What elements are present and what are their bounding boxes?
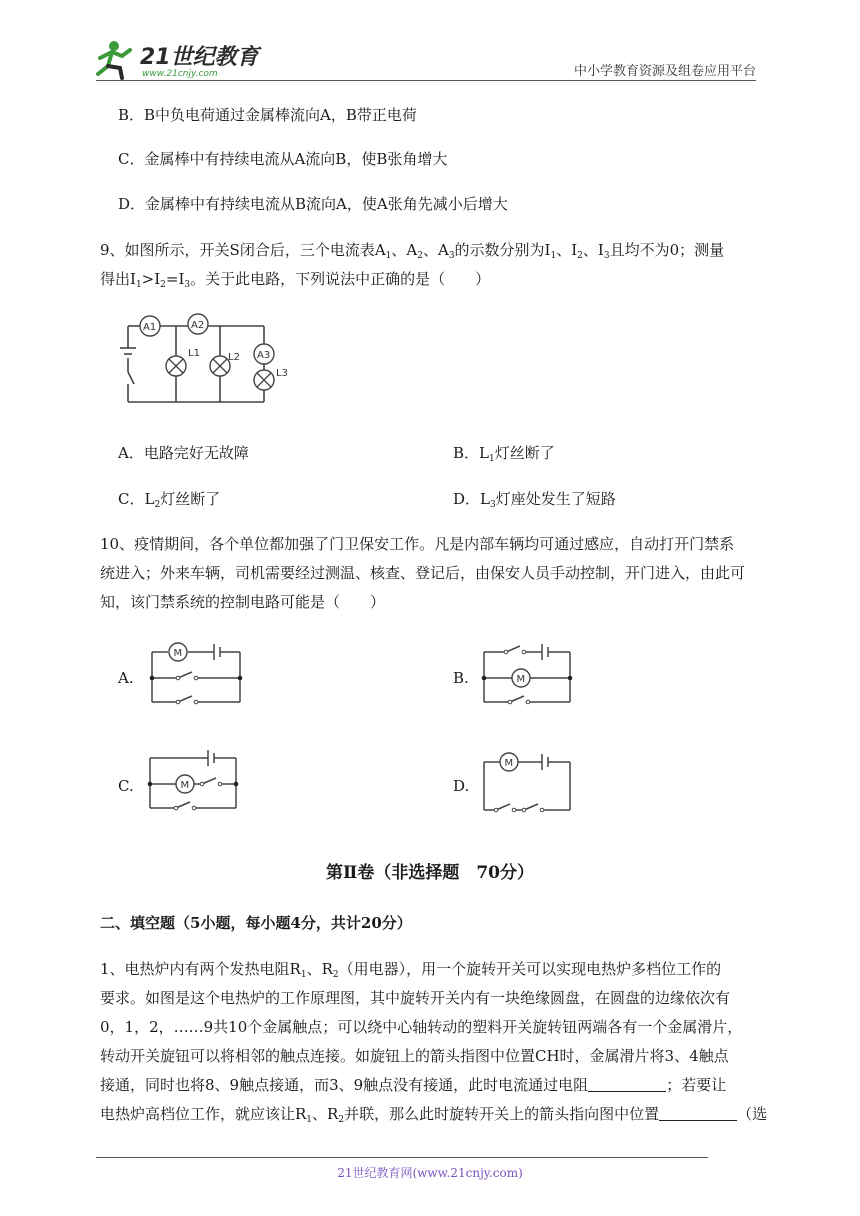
svg-text:M: M: [504, 758, 514, 769]
q10-circuit-c: [146, 746, 242, 816]
q8-option-d: D．金属棒中有持续电流从B流向A，使A张角先减小后增大: [118, 195, 508, 213]
logo-url: www.21cnjy.com: [142, 69, 218, 79]
platform-name: 中小学教育资源及组卷应用平台: [573, 64, 756, 79]
fill-q1-line1: 1、电热炉内有两个发热电阻$R_1$、$R_2$（用电器），用一个旋转开关可以实现电热炉多档位工作的: [100, 960, 722, 980]
fill-q1-line5: 接通，同时也将8、9触点接通，而3、9触点没有接通，此时电流通过电阻 ；若要让: [100, 1076, 727, 1094]
fill-q1-line2: 要求。如图是这个电热炉的工作原理图，其中旋转开关内有一块绝缘圆盘，在圆盘的边缘依次有: [100, 989, 731, 1007]
q9-option-a: A．电路完好无故障: [118, 444, 249, 462]
q10-circuit-b: [480, 640, 576, 710]
q9-option-c: C．$L_2$灯丝断了: [118, 490, 221, 510]
label-a3: A3: [257, 350, 271, 361]
q10-label-c: C.: [118, 777, 134, 795]
q10-label-d: D.: [453, 777, 470, 795]
label-a2: A2: [191, 320, 205, 331]
label-a1: A1: [143, 322, 157, 333]
footer-divider: [96, 1157, 708, 1158]
q10-stem-line3: 知，该门禁系统的控制电路可能是（ ）: [100, 593, 386, 611]
answer-blank-2[interactable]: [659, 1106, 737, 1121]
svg-text:M: M: [173, 648, 183, 659]
header-divider: [96, 80, 756, 81]
q8-option-b: B．B中负电荷通过金属棒流向A，B带正电荷: [118, 106, 417, 124]
section-title: 第Ⅱ卷（非选择题 70分）: [326, 863, 534, 883]
q9-option-d: D．$L_3$灯座处发生了短路: [453, 490, 616, 510]
site-logo: [92, 38, 262, 80]
fill-q1-line6: 电热炉高档位工作，就应该让$R_1$、$R_2$并联，那么此时旋转开关上的箭头指向图中位置 （选: [100, 1105, 768, 1125]
q10-stem-line1: 10、疫情期间，各个单位都加强了门卫保安工作。凡是内部车辆均可通过感应，自动打开门禁系: [100, 535, 735, 553]
q9-stem-line1: 9、如图所示，开关S闭合后，三个电流表$A_1$、$A_2$、$A_3$的示数分别为$I_1$、$I_2$、$I_3$且均不为0；测量: [100, 241, 725, 261]
q10-circuit-d: [480, 748, 576, 818]
label-l1: L1: [188, 348, 200, 359]
fill-q1-line4: 转动开关旋钮可以将相邻的触点连接。如旋钮上的箭头指图中位置CH时，金属滑片将3、4触点: [100, 1047, 729, 1065]
q10-label-a: A.: [118, 669, 134, 687]
q9-option-b: B．$L_1$灯丝断了: [453, 444, 555, 464]
q8-option-c: C．金属棒中有持续电流从A流向B，使B张角增大: [118, 150, 448, 168]
q9-circuit-diagram: [116, 312, 296, 408]
label-l2: L2: [228, 352, 240, 363]
svg-text:M: M: [180, 780, 190, 791]
logo-text: 21世纪教育: [140, 45, 259, 70]
fill-q1-line3: 0，1，2，……9共10个金属触点；可以绕中心轴转动的塑料开关旋转钮两端各有一个金属滑片，: [100, 1018, 743, 1036]
q10-circuit-a: [148, 638, 244, 708]
footer-text: 21世纪教育网(www.21cnjy.com): [337, 1166, 523, 1180]
q10-stem-line2: 统进入；外来车辆，司机需要经过测温、核查、登记后，由保安人员手动控制，开门进入，由此可: [100, 564, 746, 582]
q9-stem-line2: 得出$I_1>I_2=I_3$。关于此电路，下列说法中正确的是（ ）: [100, 270, 491, 290]
runner-logo-icon: [98, 41, 130, 78]
label-l3: L3: [276, 368, 288, 379]
q10-label-b: B.: [453, 669, 469, 687]
answer-blank-1[interactable]: [588, 1077, 666, 1092]
section-subtitle: 二、填空题（5小题，每小题4分，共计20分）: [100, 914, 412, 932]
svg-text:M: M: [516, 674, 526, 685]
